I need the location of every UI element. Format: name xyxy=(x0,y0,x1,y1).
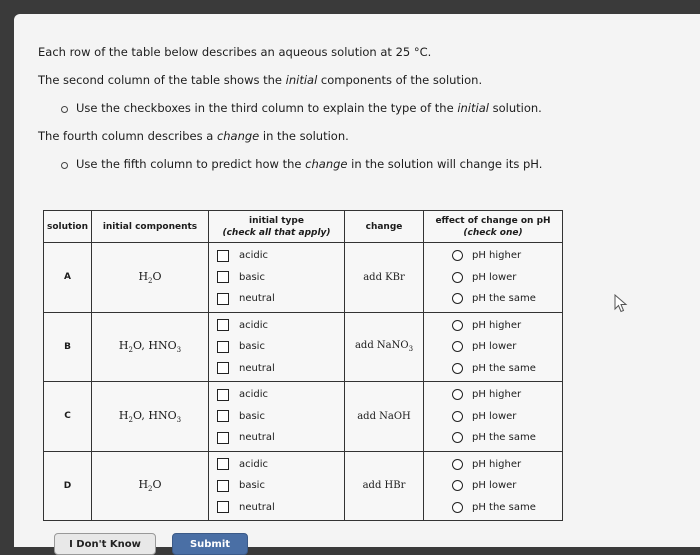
solutions-table xyxy=(43,210,563,521)
radio-button[interactable] xyxy=(452,320,463,331)
instruction-bullet-1: Use the checkboxes in the third column to explain the type of the initial solution. xyxy=(38,100,678,128)
change-description: add KBr xyxy=(345,243,424,313)
ph-effect-options xyxy=(424,451,563,521)
ph-option[interactable] xyxy=(432,267,562,289)
checkbox[interactable] xyxy=(217,458,229,470)
option-label: basic xyxy=(239,480,265,492)
ph-effect-options xyxy=(424,243,563,313)
option-label: pH the same xyxy=(472,362,536,374)
option-label: pH higher xyxy=(472,250,522,262)
option-label: basic xyxy=(239,271,265,283)
radio-button[interactable] xyxy=(452,480,463,491)
ph-option[interactable] xyxy=(432,475,562,497)
initial-type-options xyxy=(209,312,345,382)
option-label: pH lower xyxy=(472,341,517,353)
option-label: basic xyxy=(239,410,265,422)
solution-label: A xyxy=(44,243,92,313)
type-option-acidic[interactable] xyxy=(217,454,344,476)
initial-type-options xyxy=(209,382,345,452)
radio-button[interactable] xyxy=(452,272,463,283)
header-change: change xyxy=(345,211,424,243)
checkbox[interactable] xyxy=(217,293,229,305)
header-initial-type: initial type (check all that apply) xyxy=(209,211,345,243)
checkbox[interactable] xyxy=(217,389,229,401)
ph-option[interactable] xyxy=(432,406,562,428)
radio-button[interactable] xyxy=(452,502,463,513)
ph-option[interactable] xyxy=(432,454,562,476)
option-label: acidic xyxy=(239,250,269,262)
ph-option[interactable] xyxy=(432,384,562,406)
initial-type-options xyxy=(209,451,345,521)
type-option-neutral[interactable] xyxy=(217,497,344,519)
initial-components: $H_2O$ xyxy=(92,451,209,521)
ph-option[interactable] xyxy=(432,358,562,380)
type-option-acidic[interactable] xyxy=(217,315,344,337)
initial-components: $H_2O$, $HNO_3$ xyxy=(92,312,209,382)
initial-type-options xyxy=(209,243,345,313)
option-label: neutral xyxy=(239,432,275,444)
option-label: pH the same xyxy=(472,293,536,305)
checkbox[interactable] xyxy=(217,362,229,374)
table-row xyxy=(44,312,563,382)
checkbox[interactable] xyxy=(217,319,229,331)
table-header-row xyxy=(44,211,563,243)
mouse-pointer-icon xyxy=(614,294,628,314)
type-option-neutral[interactable] xyxy=(217,427,344,449)
ph-option[interactable] xyxy=(432,497,562,519)
checkbox[interactable] xyxy=(217,480,229,492)
initial-components: $H_2O$ xyxy=(92,243,209,313)
option-label: neutral xyxy=(239,362,275,374)
change-description: add NaNO$_3$ xyxy=(345,312,424,382)
checkbox[interactable] xyxy=(217,432,229,444)
instructions xyxy=(38,44,678,184)
instruction-line-2: The second column of the table shows the initial components of the solution. xyxy=(38,73,483,87)
option-label: acidic xyxy=(239,319,269,331)
table-row xyxy=(44,451,563,521)
radio-button[interactable] xyxy=(452,389,463,400)
ph-option[interactable] xyxy=(432,288,562,310)
header-solution: solution xyxy=(44,211,92,243)
radio-button[interactable] xyxy=(452,250,463,261)
type-option-neutral[interactable] xyxy=(217,358,344,380)
submit-button[interactable]: Submit xyxy=(172,533,248,555)
type-option-neutral[interactable] xyxy=(217,288,344,310)
table-row xyxy=(44,243,563,313)
table-row xyxy=(44,382,563,452)
solution-label: B xyxy=(44,312,92,382)
radio-button[interactable] xyxy=(452,363,463,374)
radio-button[interactable] xyxy=(452,459,463,470)
radio-button[interactable] xyxy=(452,293,463,304)
ph-effect-options xyxy=(424,382,563,452)
change-description: add HBr xyxy=(345,451,424,521)
type-option-basic[interactable] xyxy=(217,406,344,428)
type-option-acidic[interactable] xyxy=(217,245,344,267)
initial-components: $H_2O$, $HNO_3$ xyxy=(92,382,209,452)
bullet-icon xyxy=(61,106,68,113)
change-description: add NaOH xyxy=(345,382,424,452)
radio-button[interactable] xyxy=(452,411,463,422)
instruction-line-1: Each row of the table below describes an aqueous solution at 25 °C. xyxy=(38,45,432,59)
radio-button[interactable] xyxy=(452,341,463,352)
dont-know-button[interactable]: I Don't Know xyxy=(54,533,156,555)
ph-option[interactable] xyxy=(432,245,562,267)
option-label: pH higher xyxy=(472,458,522,470)
instruction-bullet-2: Use the fifth column to predict how the change in the solution will change its pH. xyxy=(38,156,678,184)
option-label: pH higher xyxy=(472,389,522,401)
option-label: pH the same xyxy=(472,432,536,444)
option-label: basic xyxy=(239,341,265,353)
checkbox[interactable] xyxy=(217,410,229,422)
checkbox[interactable] xyxy=(217,341,229,353)
type-option-basic[interactable] xyxy=(217,336,344,358)
type-option-acidic[interactable] xyxy=(217,384,344,406)
ph-option[interactable] xyxy=(432,336,562,358)
option-label: pH lower xyxy=(472,271,517,283)
checkbox[interactable] xyxy=(217,501,229,513)
solution-label: D xyxy=(44,451,92,521)
type-option-basic[interactable] xyxy=(217,475,344,497)
bullet-icon xyxy=(61,162,68,169)
checkbox[interactable] xyxy=(217,271,229,283)
ph-effect-options xyxy=(424,312,563,382)
option-label: acidic xyxy=(239,458,269,470)
option-label: acidic xyxy=(239,389,269,401)
solution-label: C xyxy=(44,382,92,452)
type-option-basic[interactable] xyxy=(217,267,344,289)
option-label: neutral xyxy=(239,293,275,305)
option-label: pH lower xyxy=(472,480,517,492)
instruction-line-4: The fourth column describes a change in the solution. xyxy=(38,129,349,143)
header-effect: effect of change on pH (check one) xyxy=(424,211,563,243)
radio-button[interactable] xyxy=(452,432,463,443)
option-label: pH lower xyxy=(472,410,517,422)
header-initial-components: initial components xyxy=(92,211,209,243)
option-label: neutral xyxy=(239,501,275,513)
checkbox[interactable] xyxy=(217,250,229,262)
option-label: pH higher xyxy=(472,319,522,331)
option-label: pH the same xyxy=(472,501,536,513)
ph-option[interactable] xyxy=(432,427,562,449)
ph-option[interactable] xyxy=(432,315,562,337)
